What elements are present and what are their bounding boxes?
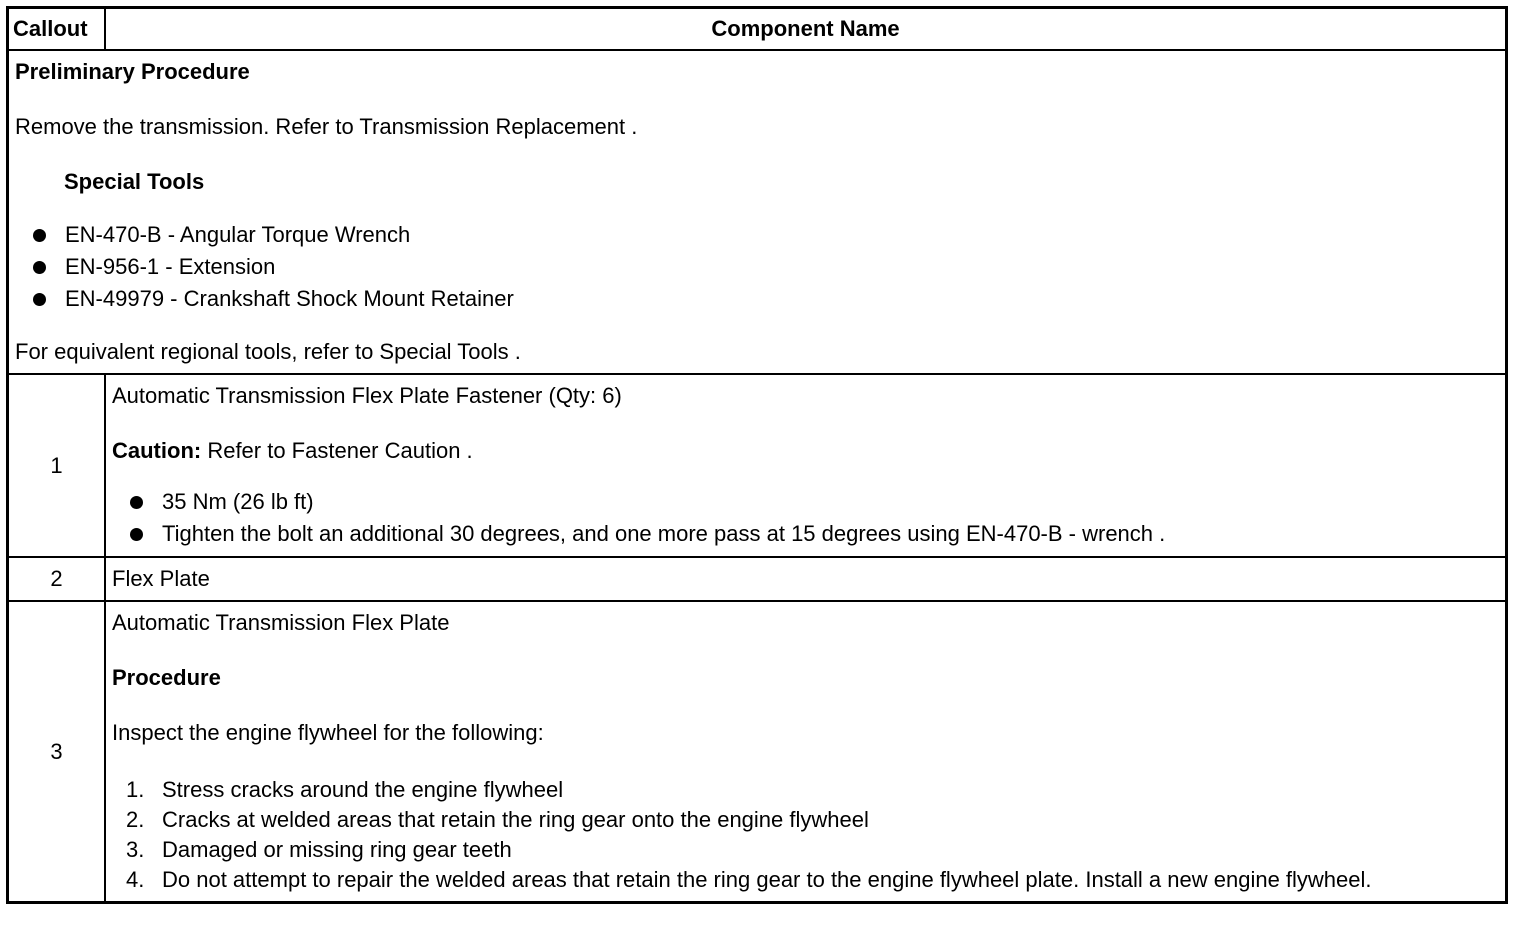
preliminary-cell <box>8 50 1507 374</box>
torque-spec-list <box>112 486 1499 550</box>
callout-number: 2 <box>8 557 106 601</box>
torque-spec-item: Tighten the bolt an additional 30 degrees, and one more pass at 15 degrees using EN-470-B - wrench . <box>112 518 1499 550</box>
component-table <box>6 6 1508 904</box>
tool-item: EN-470-B - Angular Torque Wrench <box>15 219 1499 251</box>
list-item: 3. Damaged or missing ring gear teeth <box>126 837 512 862</box>
component-name: Automatic Transmission Flex Plate <box>112 610 450 635</box>
callout-number: 3 <box>8 601 106 903</box>
procedure-title: Procedure <box>112 665 221 690</box>
table-row <box>8 601 1507 903</box>
preliminary-row <box>8 50 1507 374</box>
component-description <box>105 601 1507 903</box>
component-name: Automatic Transmission Flex Plate Fastener (Qty: 6) <box>112 383 622 408</box>
component-name-header: Component Name <box>105 8 1507 51</box>
inspect-text: Inspect the engine flywheel for the following: <box>112 720 544 745</box>
table-row <box>8 374 1507 557</box>
caution-line <box>112 438 1499 464</box>
equivalent-tools-text: For equivalent regional tools, refer to Special Tools . <box>15 339 521 364</box>
list-item: 4. Do not attempt to repair the welded areas that retain the ring gear to the engine flywheel plate. Install a new engine flywheel. <box>126 867 1372 892</box>
caution-text: Refer to Fastener Caution . <box>201 438 473 463</box>
header-row <box>8 8 1507 51</box>
list-item: 2. Cracks at welded areas that retain the ring gear onto the engine flywheel <box>126 807 869 832</box>
tool-item: EN-956-1 - Extension <box>15 251 1499 283</box>
torque-spec-item: 35 Nm (26 lb ft) <box>112 486 1499 518</box>
callout-header: Callout <box>8 8 106 51</box>
preliminary-title: Preliminary Procedure <box>15 59 250 84</box>
list-item: 1. Stress cracks around the engine flywheel <box>126 777 564 802</box>
tool-item: EN-49979 - Crankshaft Shock Mount Retainer <box>15 283 1499 315</box>
component-name: Flex Plate <box>105 557 1507 601</box>
callout-number: 1 <box>8 374 106 557</box>
caution-label: Caution: <box>112 438 202 463</box>
special-tools-list <box>15 219 1499 315</box>
special-tools-title: Special Tools <box>64 169 205 194</box>
table-row <box>8 557 1507 601</box>
component-description <box>105 374 1507 557</box>
remove-transmission-text: Remove the transmission. Refer to Transmission Replacement . <box>15 114 638 139</box>
inspection-steps <box>112 775 1499 895</box>
